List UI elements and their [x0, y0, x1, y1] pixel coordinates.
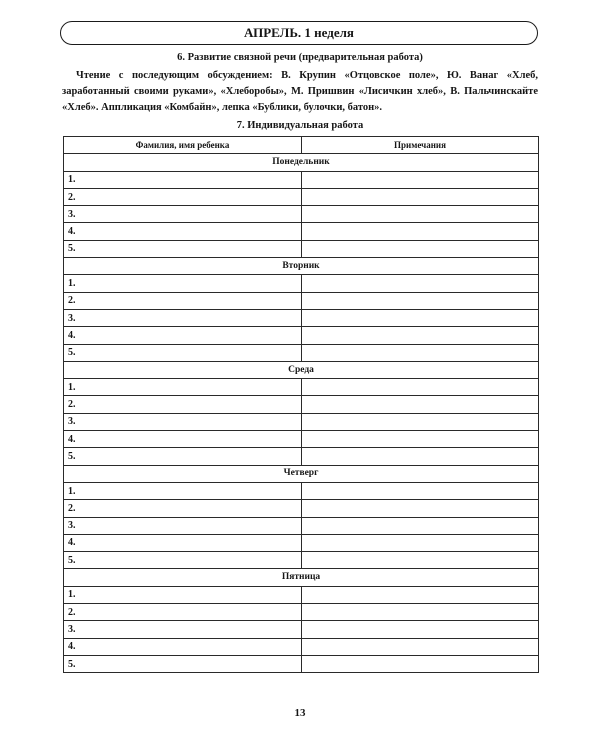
page-title: АПРЕЛЬ. 1 неделя	[244, 25, 354, 40]
child-name-cell[interactable]: 3.	[64, 621, 302, 638]
table-row	[64, 379, 539, 396]
day-header-row	[64, 465, 539, 482]
notes-cell[interactable]	[302, 188, 539, 205]
child-name-cell[interactable]: 5.	[64, 448, 302, 465]
notes-cell[interactable]	[302, 604, 539, 621]
child-name-cell[interactable]: 2.	[64, 292, 302, 309]
table-row	[64, 431, 539, 448]
table-row	[64, 482, 539, 499]
table-row	[64, 171, 539, 188]
page-number: 13	[294, 707, 306, 719]
day-name: Понедельник	[64, 154, 539, 171]
child-name-cell[interactable]: 5.	[64, 655, 302, 672]
table-row	[64, 655, 539, 672]
notes-cell[interactable]	[302, 448, 539, 465]
section-7-title: 7. Индивидуальная работа	[236, 120, 364, 131]
notes-cell[interactable]	[302, 638, 539, 655]
notes-cell[interactable]	[302, 309, 539, 326]
section-6-text: Чтение с последующим обсуждением: В. Крупин «Отцовское поле», Ю. Ванаг «Хлеб, заработанный своими руками», «Хлеборобы», М. Пришвин «Лисичкин хлеб», В. Пальчинскайте «Хлеб». Аппликация «Комбайн», лепка «Бублики, булочки, батон».	[62, 70, 538, 113]
table-row	[64, 292, 539, 309]
table-row	[64, 534, 539, 551]
table-row	[64, 638, 539, 655]
table-row	[64, 500, 539, 517]
notes-cell[interactable]	[302, 534, 539, 551]
child-name-cell[interactable]: 3.	[64, 309, 302, 326]
notes-cell[interactable]	[302, 500, 539, 517]
day-name: Вторник	[64, 258, 539, 275]
day-name: Пятница	[64, 569, 539, 586]
notes-cell[interactable]	[302, 517, 539, 534]
table-body	[64, 154, 539, 673]
day-header-row	[64, 258, 539, 275]
child-name-cell[interactable]: 3.	[64, 517, 302, 534]
table-row	[64, 188, 539, 205]
notes-cell[interactable]	[302, 292, 539, 309]
child-name-cell[interactable]: 3.	[64, 413, 302, 430]
header-bar	[60, 21, 538, 45]
table-row	[64, 413, 539, 430]
table-header-row	[64, 137, 539, 154]
child-name-cell[interactable]: 4.	[64, 223, 302, 240]
child-name-cell[interactable]: 5.	[64, 552, 302, 569]
notes-cell[interactable]	[302, 621, 539, 638]
child-name-cell[interactable]: 1.	[64, 275, 302, 292]
table-row	[64, 275, 539, 292]
child-name-cell[interactable]: 2.	[64, 500, 302, 517]
table-row	[64, 240, 539, 257]
notes-cell[interactable]	[302, 240, 539, 257]
section-6-title: 6. Развитие связной речи (предварительная работа)	[177, 52, 423, 63]
notes-cell[interactable]	[302, 379, 539, 396]
child-name-cell[interactable]: 1.	[64, 171, 302, 188]
table-row	[64, 223, 539, 240]
table-row	[64, 206, 539, 223]
table-row	[64, 327, 539, 344]
notes-cell[interactable]	[302, 327, 539, 344]
table-row	[64, 604, 539, 621]
child-name-cell[interactable]: 4.	[64, 534, 302, 551]
header-child-name: Фамилия, имя ребенка	[64, 137, 302, 154]
individual-work-table	[63, 136, 539, 673]
day-header-row	[64, 569, 539, 586]
notes-cell[interactable]	[302, 431, 539, 448]
table-row	[64, 552, 539, 569]
child-name-cell[interactable]: 2.	[64, 396, 302, 413]
table-row	[64, 586, 539, 603]
day-name: Четверг	[64, 465, 539, 482]
notes-cell[interactable]	[302, 413, 539, 430]
child-name-cell[interactable]: 1.	[64, 379, 302, 396]
notes-cell[interactable]	[302, 206, 539, 223]
notes-cell[interactable]	[302, 275, 539, 292]
day-header-row	[64, 361, 539, 378]
child-name-cell[interactable]: 2.	[64, 188, 302, 205]
table-row	[64, 448, 539, 465]
day-header-row	[64, 154, 539, 171]
child-name-cell[interactable]: 4.	[64, 638, 302, 655]
child-name-cell[interactable]: 2.	[64, 604, 302, 621]
table-row	[64, 621, 539, 638]
table-row	[64, 309, 539, 326]
child-name-cell[interactable]: 1.	[64, 586, 302, 603]
day-name: Среда	[64, 361, 539, 378]
notes-cell[interactable]	[302, 552, 539, 569]
table-row	[64, 344, 539, 361]
notes-cell[interactable]	[302, 482, 539, 499]
child-name-cell[interactable]: 4.	[64, 327, 302, 344]
notes-cell[interactable]	[302, 344, 539, 361]
table-row	[64, 396, 539, 413]
header-notes: Примечания	[302, 137, 539, 154]
child-name-cell[interactable]: 4.	[64, 431, 302, 448]
notes-cell[interactable]	[302, 655, 539, 672]
notes-cell[interactable]	[302, 586, 539, 603]
child-name-cell[interactable]: 5.	[64, 240, 302, 257]
notes-cell[interactable]	[302, 223, 539, 240]
notes-cell[interactable]	[302, 396, 539, 413]
child-name-cell[interactable]: 1.	[64, 482, 302, 499]
table-row	[64, 517, 539, 534]
notes-cell[interactable]	[302, 171, 539, 188]
child-name-cell[interactable]: 3.	[64, 206, 302, 223]
child-name-cell[interactable]: 5.	[64, 344, 302, 361]
